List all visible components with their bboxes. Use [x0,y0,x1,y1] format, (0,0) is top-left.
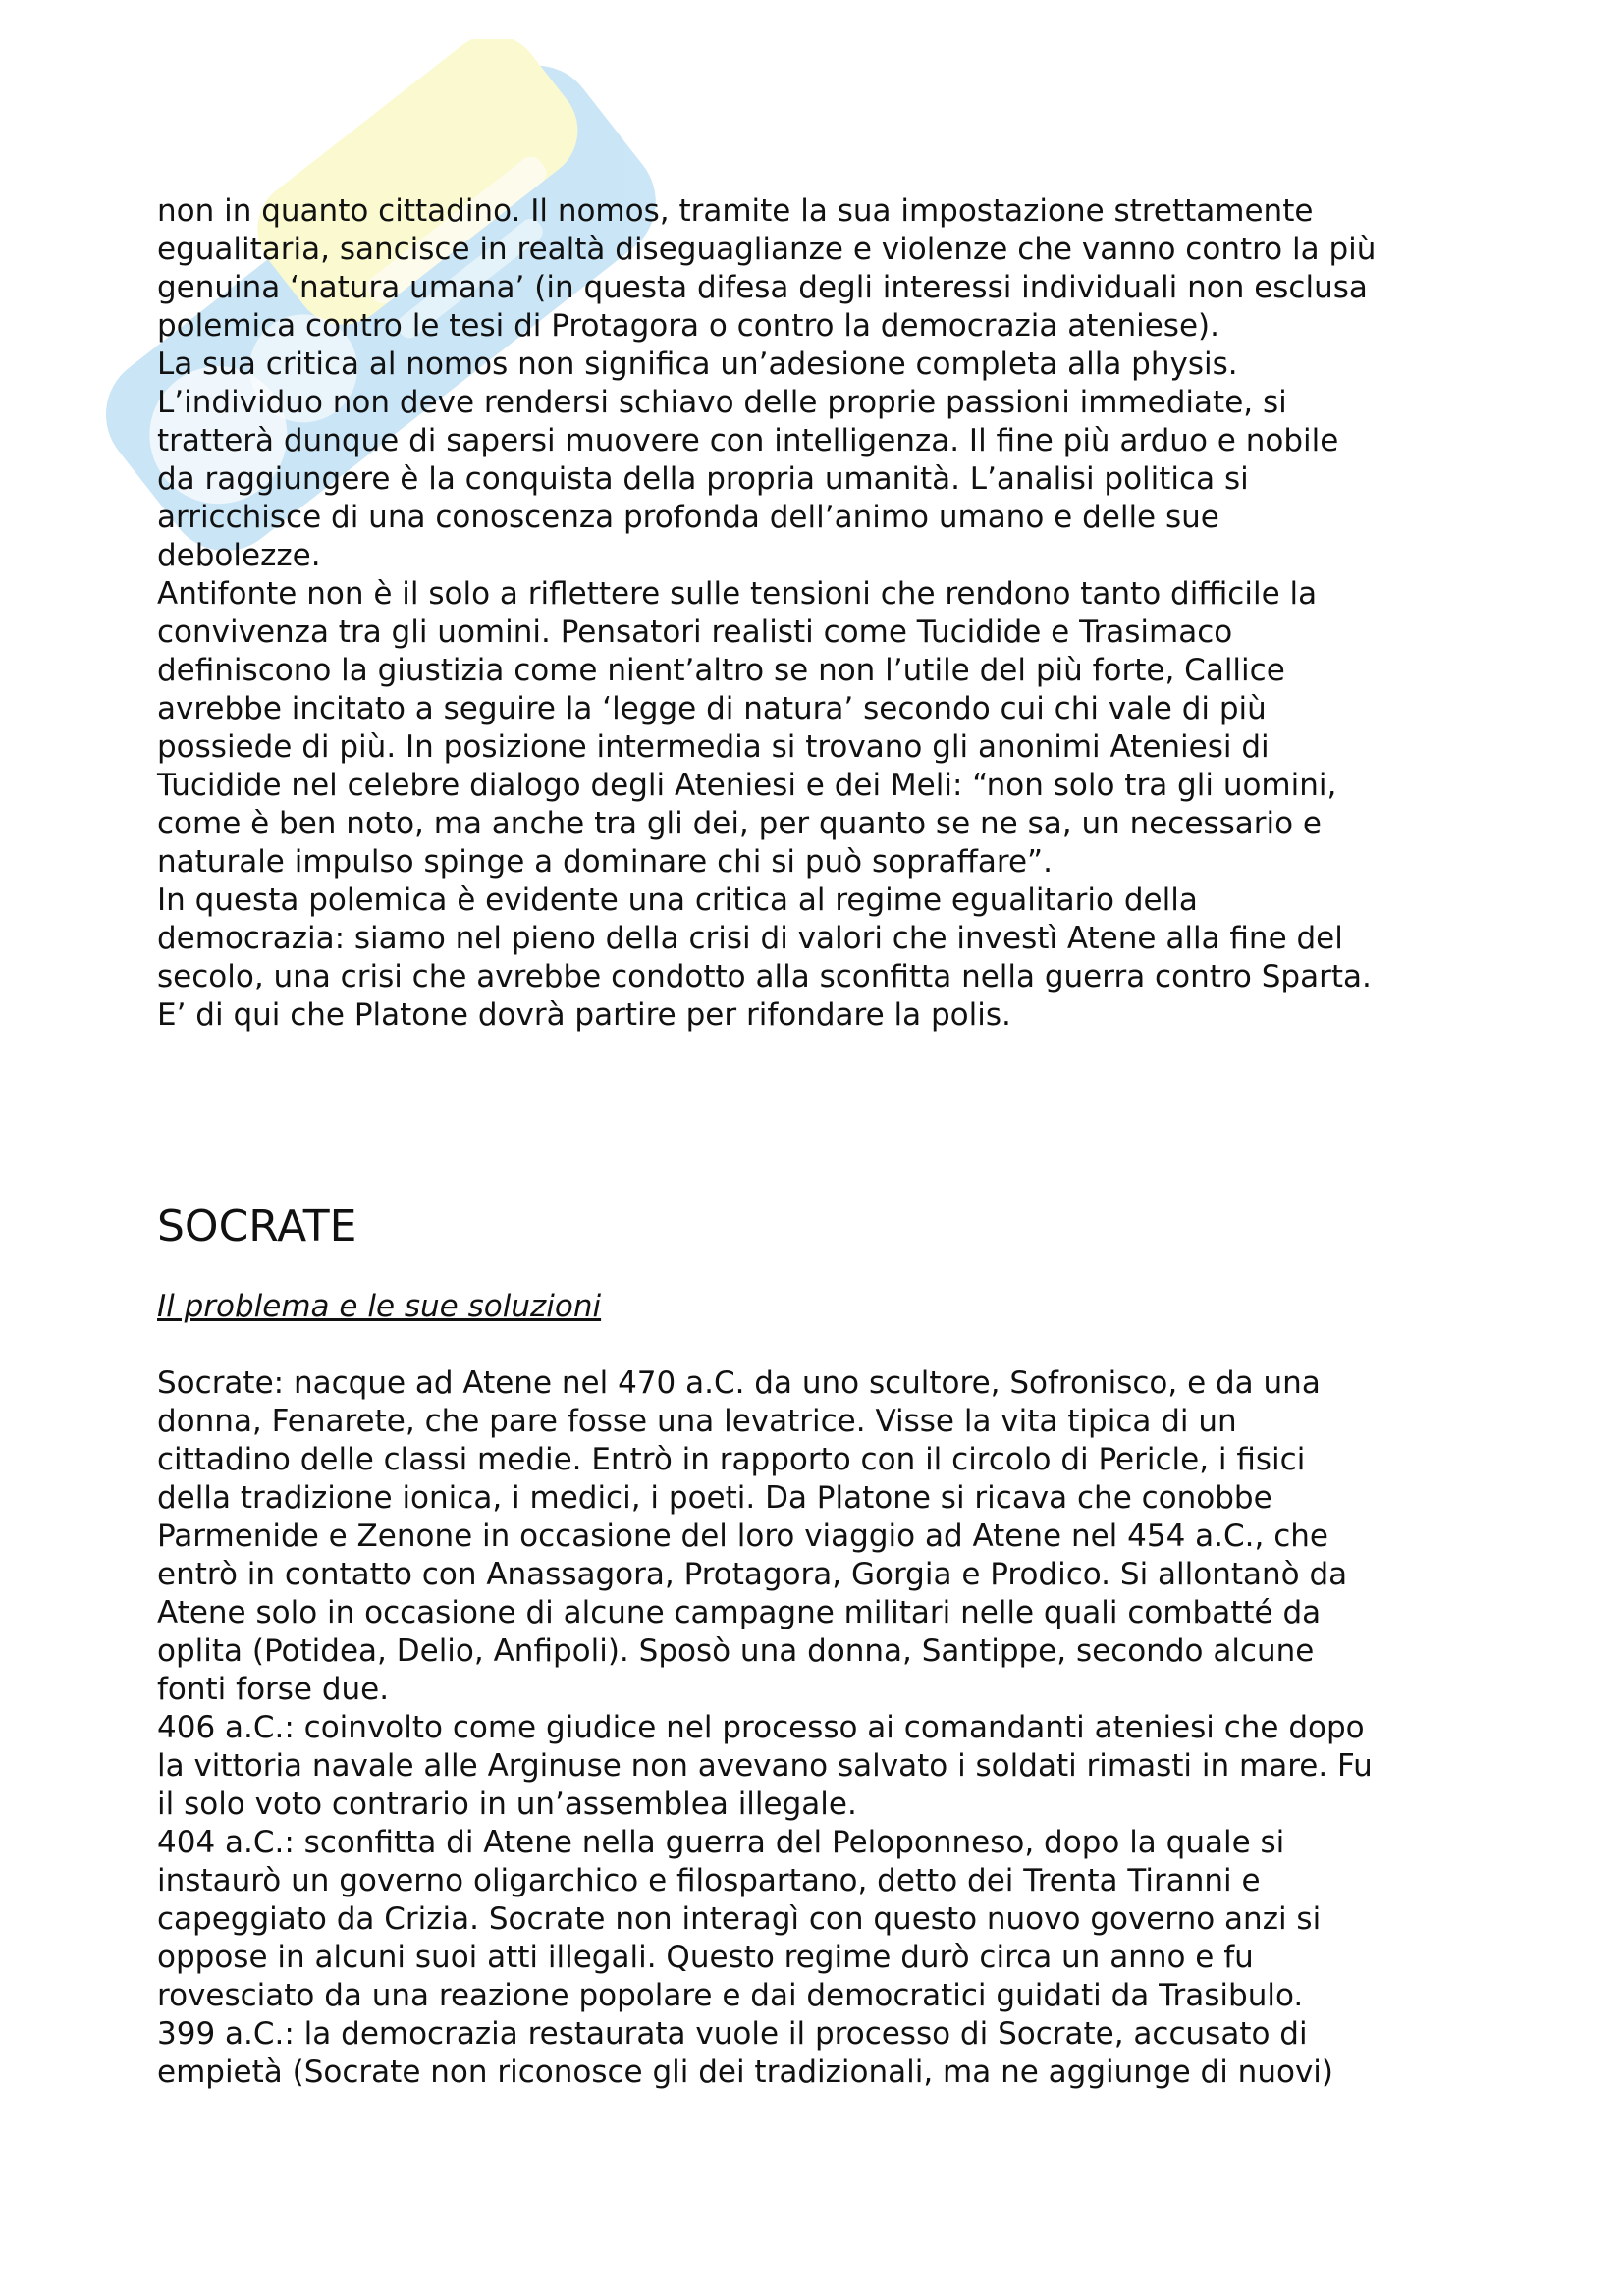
text-line: secolo, una crisi che avrebbe condotto alla sconfitta nella guerra contro Sparta. [157,959,1372,994]
text-line: come è ben noto, ma anche tra gli dei, per quanto se ne sa, un necessario e [157,806,1322,841]
text-line: entrò in contatto con Anassagora, Protagora, Gorgia e Prodico. Si allontanò da [157,1557,1348,1592]
text-line: debolezze. [157,538,321,573]
text-line: 406 a.C.: coinvolto come giudice nel processo ai comandanti ateniesi che dopo [157,1710,1365,1745]
paragraph-block-1 [157,192,1492,1035]
text-line: Parmenide e Zenone in occasione del loro viaggio ad Atene nel 454 a.C., che [157,1519,1328,1554]
text-line: arricchisce di una conoscenza profonda dell’animo umano e delle sue [157,500,1219,535]
text-line: empietà (Socrate non riconosce gli dei tradizionali, ma ne aggiunge di nuovi) [157,2055,1333,2090]
text-line: tratterà dunque di sapersi muovere con intelligenza. Il fine più arduo e nobile [157,423,1339,458]
text-line: fonti forse due. [157,1672,390,1707]
text-line: possiede di più. In posizione intermedia si trovano gli anonimi Ateniesi di [157,729,1270,765]
text-line: polemica contro le tesi di Protagora o contro la democrazia ateniese). [157,308,1219,344]
text-line: da raggiungere è la conquista della propria umanità. L’analisi politica si [157,461,1249,497]
paragraph-block-2 [157,1364,1492,2092]
text-line: L’individuo non deve rendersi schiavo delle proprie passioni immediate, si [157,385,1287,420]
text-line: donna, Fenarete, che pare fosse una levatrice. Visse la vita tipica di un [157,1404,1237,1439]
text-line: non in quanto cittadino. Il nomos, tramite la sua impostazione strettamente [157,193,1314,229]
text-line: 399 a.C.: la democrazia restaurata vuole il processo di Socrate, accusato di [157,2016,1308,2052]
spacer [157,1035,1492,1201]
text-line: democrazia: siamo nel pieno della crisi di valori che investì Atene alla fine del [157,921,1343,956]
text-line: Atene solo in occasione di alcune campagne militari nelle quali combatté da [157,1595,1322,1630]
text-line: Antifonte non è il solo a riflettere sulle tensioni che rendono tanto difficile la [157,576,1318,612]
spacer [157,1253,1492,1288]
text-line: della tradizione ionica, i medici, i poeti. Da Platone si ricava che conobbe [157,1480,1272,1516]
text-line: 404 a.C.: sconfitta di Atene nella guerra del Peloponneso, dopo la quale si [157,1825,1285,1860]
text-line: definiscono la giustizia come nient’altro se non l’utile del più forte, Callice [157,653,1285,688]
section-subtitle: Il problema e le sue soluzioni [157,1289,602,1324]
text-line: cittadino delle classi medie. Entrò in rapporto con il circolo di Pericle, i fisici [157,1442,1306,1477]
text-line: In questa polemica è evidente una critica al regime egualitario della [157,882,1198,918]
text-line: capeggiato da Crizia. Socrate non interagì con questo nuovo governo anzi si [157,1901,1322,1937]
document-page [157,192,1492,2092]
text-line: instaurò un governo oligarchico e filospartano, detto dei Trenta Tiranni e [157,1863,1261,1898]
text-line: rovesciato da una reazione popolare e dai democratici guidati da Trasibulo. [157,1978,1304,2013]
text-line: la vittoria navale alle Arginuse non avevano salvato i soldati rimasti in mare. Fu [157,1748,1373,1784]
text-line: Tucidide nel celebre dialogo degli Ateniesi e dei Meli: “non solo tra gli uomini, [157,768,1337,803]
text-line: avrebbe incitato a seguire la ‘legge di natura’ secondo cui chi vale di più [157,691,1267,726]
text-line: genuina ‘natura umana’ (in questa difesa degli interessi individuali non esclusa [157,270,1368,305]
text-line: oppose in alcuni suoi atti illegali. Questo regime durò circa un anno e fu [157,1940,1254,1975]
text-line: E’ di qui che Platone dovrà partire per rifondare la polis. [157,997,1011,1033]
text-line: convivenza tra gli uomini. Pensatori realisti come Tucidide e Trasimaco [157,614,1233,650]
spacer [157,1326,1492,1364]
text-line: naturale impulso spinge a dominare chi si può sopraffare”. [157,844,1053,880]
text-line: La sua critica al nomos non significa un’adesione completa alla physis. [157,347,1238,382]
text-line: il solo voto contrario in un’assemblea illegale. [157,1787,857,1822]
text-line: oplita (Potidea, Delio, Anfipoli). Sposò una donna, Santippe, secondo alcune [157,1633,1315,1669]
text-line: egualitaria, sancisce in realtà diseguaglianze e violenze che vanno contro la più [157,232,1377,267]
text-line: Socrate: nacque ad Atene nel 470 a.C. da uno scultore, Sofronisco, e da una [157,1365,1321,1401]
section-title: SOCRATE [157,1201,357,1252]
